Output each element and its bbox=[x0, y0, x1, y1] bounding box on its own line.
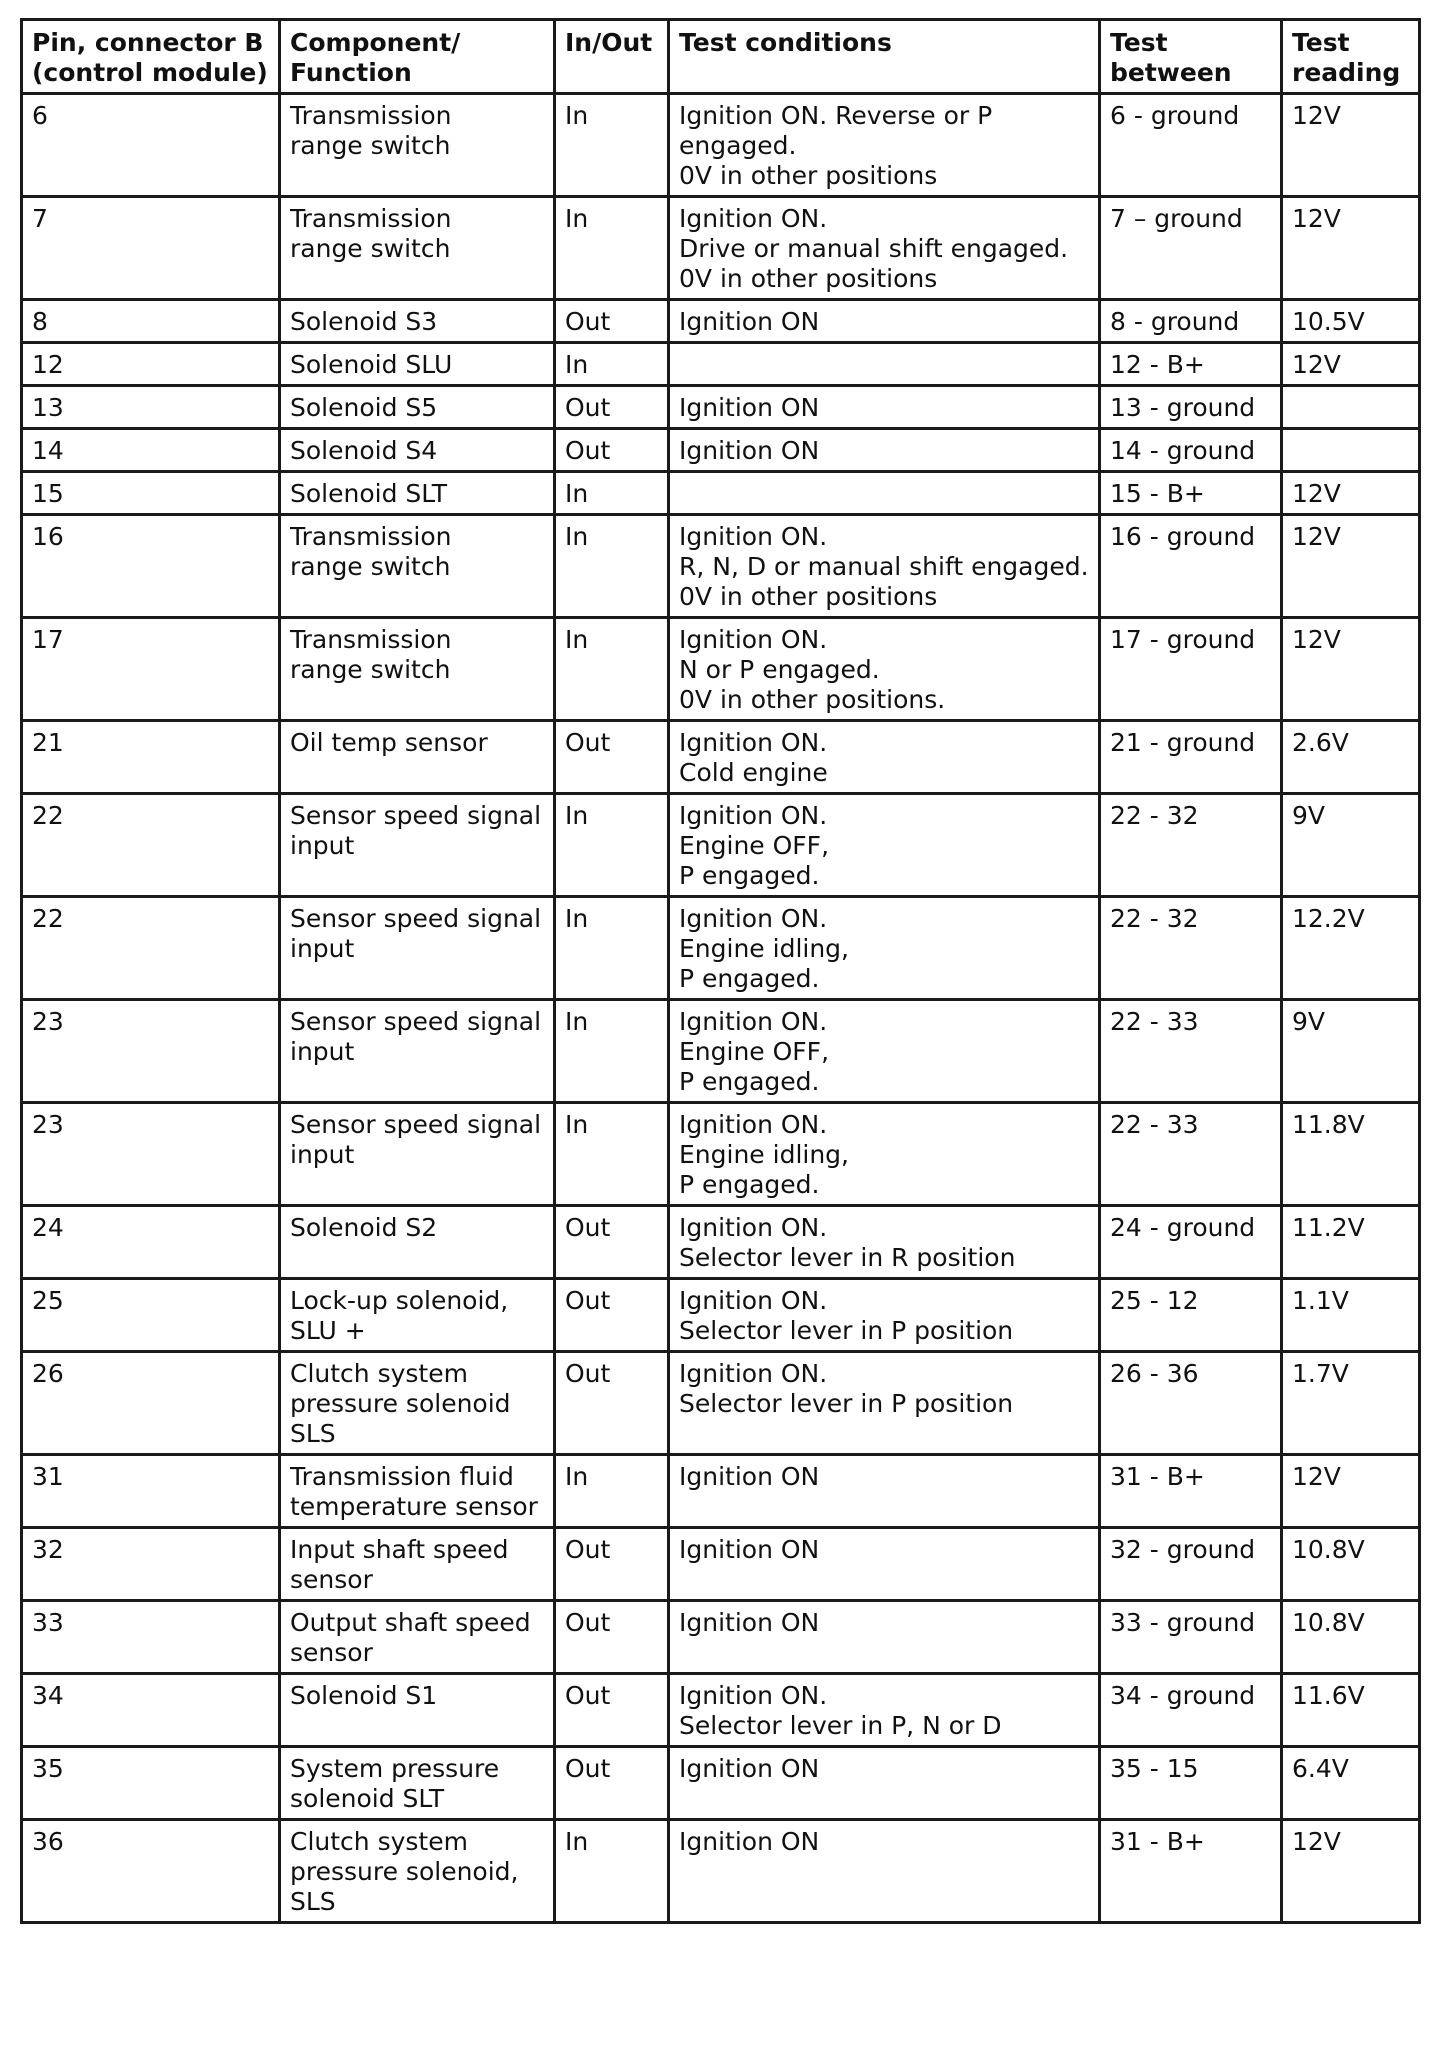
test-between-cell: 31 - B+ bbox=[1100, 1455, 1282, 1528]
test-conditions-cell: Ignition ON. Cold engine bbox=[669, 721, 1100, 794]
header-pin: Pin, connector B (control module) bbox=[22, 20, 280, 94]
component-cell: Clutch system pressure solenoid SLS bbox=[280, 1352, 555, 1455]
table-row bbox=[22, 1674, 1420, 1747]
test-between-cell: 8 - ground bbox=[1100, 300, 1282, 343]
in-out-cell: In bbox=[555, 618, 669, 721]
test-conditions-cell: Ignition ON. N or P engaged. 0V in other positions. bbox=[669, 618, 1100, 721]
pin-cell: 13 bbox=[22, 386, 280, 429]
component-cell: Solenoid SLT bbox=[280, 472, 555, 515]
pin-cell: 21 bbox=[22, 721, 280, 794]
header-test-between: Test between bbox=[1100, 20, 1282, 94]
test-reading-cell: 12V bbox=[1282, 618, 1420, 721]
in-out-cell: In bbox=[555, 897, 669, 1000]
test-conditions-cell: Ignition ON. R, N, D or manual shift engaged. 0V in other positions bbox=[669, 515, 1100, 618]
test-reading-cell bbox=[1282, 429, 1420, 472]
test-conditions-cell bbox=[669, 472, 1100, 515]
component-cell: Solenoid S1 bbox=[280, 1674, 555, 1747]
in-out-cell: Out bbox=[555, 1601, 669, 1674]
test-between-cell: 21 - ground bbox=[1100, 721, 1282, 794]
pin-cell: 12 bbox=[22, 343, 280, 386]
pin-cell: 17 bbox=[22, 618, 280, 721]
header-in-out: In/Out bbox=[555, 20, 669, 94]
test-reading-cell: 10.8V bbox=[1282, 1528, 1420, 1601]
test-conditions-cell: Ignition ON bbox=[669, 1747, 1100, 1820]
component-cell: Transmission range switch bbox=[280, 197, 555, 300]
in-out-cell: In bbox=[555, 472, 669, 515]
test-between-cell: 22 - 33 bbox=[1100, 1103, 1282, 1206]
table-row bbox=[22, 1103, 1420, 1206]
in-out-cell: Out bbox=[555, 1206, 669, 1279]
test-between-cell: 26 - 36 bbox=[1100, 1352, 1282, 1455]
pin-cell: 22 bbox=[22, 794, 280, 897]
header-test-conditions: Test conditions bbox=[669, 20, 1100, 94]
in-out-cell: Out bbox=[555, 721, 669, 794]
test-conditions-cell: Ignition ON bbox=[669, 429, 1100, 472]
test-between-cell: 32 - ground bbox=[1100, 1528, 1282, 1601]
in-out-cell: Out bbox=[555, 1528, 669, 1601]
test-reading-cell: 9V bbox=[1282, 794, 1420, 897]
component-cell: Transmission range switch bbox=[280, 515, 555, 618]
pin-cell: 31 bbox=[22, 1455, 280, 1528]
in-out-cell: In bbox=[555, 1455, 669, 1528]
test-between-cell: 12 - B+ bbox=[1100, 343, 1282, 386]
in-out-cell: Out bbox=[555, 1674, 669, 1747]
pin-cell: 15 bbox=[22, 472, 280, 515]
pin-cell: 25 bbox=[22, 1279, 280, 1352]
table-row bbox=[22, 1820, 1420, 1923]
test-conditions-cell: Ignition ON bbox=[669, 386, 1100, 429]
test-conditions-cell: Ignition ON bbox=[669, 1601, 1100, 1674]
component-cell: Solenoid SLU bbox=[280, 343, 555, 386]
in-out-cell: In bbox=[555, 197, 669, 300]
table-row bbox=[22, 94, 1420, 197]
test-between-cell: 24 - ground bbox=[1100, 1206, 1282, 1279]
component-cell: Sensor speed signal input bbox=[280, 794, 555, 897]
pin-cell: 32 bbox=[22, 1528, 280, 1601]
table-row bbox=[22, 1000, 1420, 1103]
test-conditions-cell: Ignition ON. Engine OFF, P engaged. bbox=[669, 794, 1100, 897]
test-reading-cell: 12V bbox=[1282, 197, 1420, 300]
table-row bbox=[22, 1455, 1420, 1528]
test-conditions-cell: Ignition ON. Engine idling, P engaged. bbox=[669, 897, 1100, 1000]
in-out-cell: In bbox=[555, 515, 669, 618]
test-between-cell: 22 - 32 bbox=[1100, 897, 1282, 1000]
test-reading-cell: 11.2V bbox=[1282, 1206, 1420, 1279]
test-conditions-cell: Ignition ON bbox=[669, 300, 1100, 343]
test-between-cell: 25 - 12 bbox=[1100, 1279, 1282, 1352]
table-row bbox=[22, 429, 1420, 472]
component-cell: Sensor speed signal input bbox=[280, 1000, 555, 1103]
pin-cell: 7 bbox=[22, 197, 280, 300]
test-between-cell: 15 - B+ bbox=[1100, 472, 1282, 515]
table-row bbox=[22, 618, 1420, 721]
test-between-cell: 22 - 32 bbox=[1100, 794, 1282, 897]
table-row bbox=[22, 1206, 1420, 1279]
pin-cell: 34 bbox=[22, 1674, 280, 1747]
header-row bbox=[22, 20, 1420, 94]
test-between-cell: 22 - 33 bbox=[1100, 1000, 1282, 1103]
test-reading-cell: 12V bbox=[1282, 343, 1420, 386]
test-reading-cell: 12V bbox=[1282, 1455, 1420, 1528]
in-out-cell: In bbox=[555, 1000, 669, 1103]
pin-cell: 14 bbox=[22, 429, 280, 472]
pin-cell: 8 bbox=[22, 300, 280, 343]
pin-cell: 23 bbox=[22, 1103, 280, 1206]
pin-cell: 6 bbox=[22, 94, 280, 197]
test-reading-cell: 11.6V bbox=[1282, 1674, 1420, 1747]
in-out-cell: Out bbox=[555, 429, 669, 472]
pin-cell: 22 bbox=[22, 897, 280, 1000]
component-cell: Sensor speed signal input bbox=[280, 897, 555, 1000]
pin-cell: 23 bbox=[22, 1000, 280, 1103]
test-conditions-cell: Ignition ON. Selector lever in R position bbox=[669, 1206, 1100, 1279]
table-row bbox=[22, 721, 1420, 794]
header-component: Component/ Function bbox=[280, 20, 555, 94]
component-cell: Sensor speed signal input bbox=[280, 1103, 555, 1206]
pin-cell: 26 bbox=[22, 1352, 280, 1455]
table-row bbox=[22, 794, 1420, 897]
test-between-cell: 16 - ground bbox=[1100, 515, 1282, 618]
test-conditions-cell: Ignition ON bbox=[669, 1455, 1100, 1528]
pin-cell: 36 bbox=[22, 1820, 280, 1923]
test-between-cell: 31 - B+ bbox=[1100, 1820, 1282, 1923]
test-conditions-cell: Ignition ON. Selector lever in P, N or D bbox=[669, 1674, 1100, 1747]
test-reading-cell: 12V bbox=[1282, 94, 1420, 197]
test-between-cell: 14 - ground bbox=[1100, 429, 1282, 472]
pin-cell: 16 bbox=[22, 515, 280, 618]
table-row bbox=[22, 1747, 1420, 1820]
table-row bbox=[22, 515, 1420, 618]
test-conditions-cell: Ignition ON. Engine idling, P engaged. bbox=[669, 1103, 1100, 1206]
component-cell: Clutch system pressure solenoid, SLS bbox=[280, 1820, 555, 1923]
component-cell: Transmission range switch bbox=[280, 618, 555, 721]
test-conditions-cell: Ignition ON. Reverse or P engaged. 0V in other positions bbox=[669, 94, 1100, 197]
component-cell: Transmission fluid temperature sensor bbox=[280, 1455, 555, 1528]
test-reading-cell: 10.5V bbox=[1282, 300, 1420, 343]
test-reading-cell: 12V bbox=[1282, 472, 1420, 515]
component-cell: System pressure solenoid SLT bbox=[280, 1747, 555, 1820]
component-cell: Output shaft speed sensor bbox=[280, 1601, 555, 1674]
test-between-cell: 35 - 15 bbox=[1100, 1747, 1282, 1820]
in-out-cell: Out bbox=[555, 1279, 669, 1352]
test-between-cell: 6 - ground bbox=[1100, 94, 1282, 197]
component-cell: Oil temp sensor bbox=[280, 721, 555, 794]
pin-cell: 24 bbox=[22, 1206, 280, 1279]
in-out-cell: Out bbox=[555, 1747, 669, 1820]
test-reading-cell: 12V bbox=[1282, 1820, 1420, 1923]
pin-cell: 35 bbox=[22, 1747, 280, 1820]
table-row bbox=[22, 343, 1420, 386]
in-out-cell: In bbox=[555, 794, 669, 897]
table-row bbox=[22, 197, 1420, 300]
test-conditions-cell: Ignition ON bbox=[669, 1528, 1100, 1601]
test-conditions-cell: Ignition ON bbox=[669, 1820, 1100, 1923]
in-out-cell: Out bbox=[555, 386, 669, 429]
test-conditions-cell: Ignition ON. Engine OFF, P engaged. bbox=[669, 1000, 1100, 1103]
table-row bbox=[22, 897, 1420, 1000]
in-out-cell: In bbox=[555, 94, 669, 197]
table-row bbox=[22, 1279, 1420, 1352]
test-conditions-cell bbox=[669, 343, 1100, 386]
test-reading-cell: 12.2V bbox=[1282, 897, 1420, 1000]
test-reading-cell: 1.7V bbox=[1282, 1352, 1420, 1455]
test-reading-cell: 2.6V bbox=[1282, 721, 1420, 794]
table-row bbox=[22, 1352, 1420, 1455]
component-cell: Transmission range switch bbox=[280, 94, 555, 197]
table-row bbox=[22, 1601, 1420, 1674]
test-between-cell: 17 - ground bbox=[1100, 618, 1282, 721]
component-cell: Input shaft speed sensor bbox=[280, 1528, 555, 1601]
in-out-cell: Out bbox=[555, 1352, 669, 1455]
pin-test-table bbox=[20, 18, 1421, 1924]
test-reading-cell: 9V bbox=[1282, 1000, 1420, 1103]
component-cell: Solenoid S4 bbox=[280, 429, 555, 472]
test-conditions-cell: Ignition ON. Drive or manual shift engaged. 0V in other positions bbox=[669, 197, 1100, 300]
table-row bbox=[22, 300, 1420, 343]
in-out-cell: In bbox=[555, 1820, 669, 1923]
document-page bbox=[20, 18, 1418, 1924]
component-cell: Lock-up solenoid, SLU + bbox=[280, 1279, 555, 1352]
in-out-cell: In bbox=[555, 1103, 669, 1206]
test-reading-cell: 10.8V bbox=[1282, 1601, 1420, 1674]
test-between-cell: 7 – ground bbox=[1100, 197, 1282, 300]
test-reading-cell: 1.1V bbox=[1282, 1279, 1420, 1352]
test-reading-cell: 11.8V bbox=[1282, 1103, 1420, 1206]
table-row bbox=[22, 1528, 1420, 1601]
component-cell: Solenoid S2 bbox=[280, 1206, 555, 1279]
table-row bbox=[22, 472, 1420, 515]
in-out-cell: Out bbox=[555, 300, 669, 343]
in-out-cell: In bbox=[555, 343, 669, 386]
table-row bbox=[22, 386, 1420, 429]
header-test-reading: Test reading bbox=[1282, 20, 1420, 94]
test-reading-cell bbox=[1282, 386, 1420, 429]
component-cell: Solenoid S3 bbox=[280, 300, 555, 343]
pin-cell: 33 bbox=[22, 1601, 280, 1674]
test-conditions-cell: Ignition ON. Selector lever in P position bbox=[669, 1279, 1100, 1352]
test-between-cell: 13 - ground bbox=[1100, 386, 1282, 429]
test-reading-cell: 6.4V bbox=[1282, 1747, 1420, 1820]
component-cell: Solenoid S5 bbox=[280, 386, 555, 429]
test-conditions-cell: Ignition ON. Selector lever in P position bbox=[669, 1352, 1100, 1455]
test-reading-cell: 12V bbox=[1282, 515, 1420, 618]
test-between-cell: 33 - ground bbox=[1100, 1601, 1282, 1674]
test-between-cell: 34 - ground bbox=[1100, 1674, 1282, 1747]
